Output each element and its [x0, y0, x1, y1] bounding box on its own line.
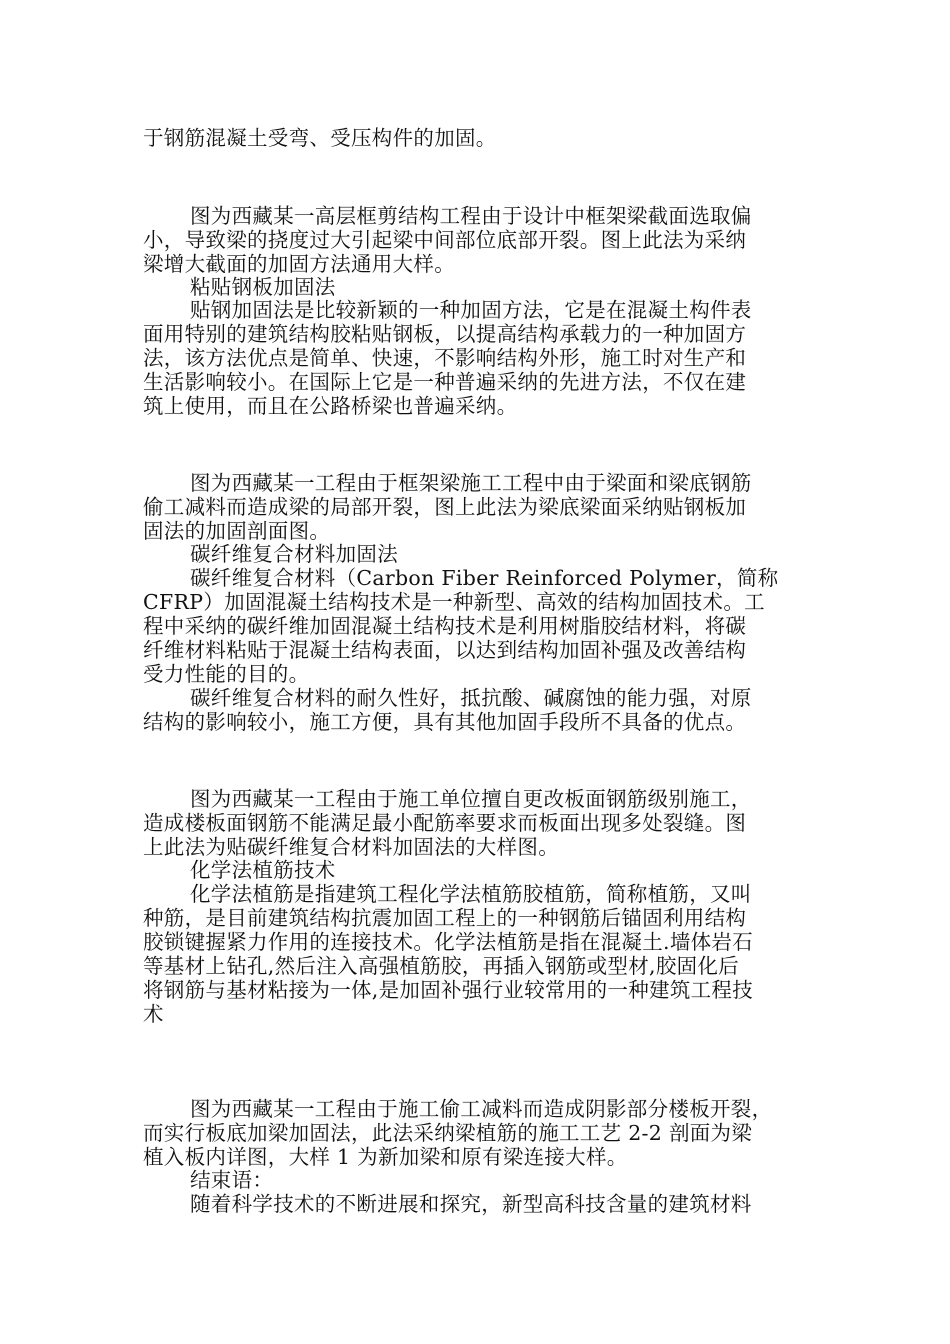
text-line: 上此法为贴碳纤维复合材料加固法的大样图。	[143, 835, 559, 859]
text-line: 于钢筋混凝土受弯、受压构件的加固。	[143, 126, 497, 150]
text-line: 植入板内详图，大样 1 为新加梁和原有梁连接大样。	[143, 1145, 628, 1169]
text-line: 造成楼板面钢筋不能满足最小配筋率要求而板面出现多处裂缝。图	[143, 811, 747, 835]
text-line: 面用特别的建筑结构胶粘贴钢板，以提高结构承载力的一种加固方	[143, 322, 747, 346]
text-line: 随着科学技术的不断进展和探究，新型高科技含量的建筑材料	[190, 1192, 752, 1216]
text-line: 筑上使用，而且在公路桥梁也普遍采纳。	[143, 394, 518, 418]
text-line: 图为西藏某一工程由于施工偷工减料而造成阴影部分楼板开裂，	[190, 1097, 773, 1121]
text-line: 梁增大截面的加固方法通用大样。	[143, 252, 455, 276]
text-line: 图为西藏某一工程由于框架梁施工工程中由于梁面和梁底钢筋	[190, 471, 752, 495]
text-line: 结构的影响较小，施工方便，具有其他加固手段所不具备的优点。	[143, 710, 747, 734]
section-heading: 化学法植筋技术	[190, 858, 336, 882]
text-line: 碳纤维复合材料的耐久性好，抵抗酸、碱腐蚀的能力强，对原	[190, 686, 752, 710]
text-line: 而实行板底加梁加固法，此法采纳梁植筋的施工工艺 2-2 剖面为梁	[143, 1121, 753, 1145]
text-line: 生活影响较小。在国际上它是一种普遍采纳的先进方法，不仅在建	[143, 370, 747, 394]
text-line: 图为西藏某一高层框剪结构工程由于设计中框架梁截面选取偏	[190, 204, 752, 228]
text-line: 碳纤维复合材料（Carbon Fiber Reinforced Polymer，简称	[190, 566, 779, 590]
text-line: 化学法植筋是指建筑工程化学法植筋胶植筋，简称植筋，又叫	[190, 882, 752, 906]
text-line: CFRP）加固混凝土结构技术是一种新型、高效的结构加固技术。工	[143, 590, 765, 614]
text-line: 胶锁键握紧力作用的连接技术。化学法植筋是指在混凝土.墙体岩石	[143, 930, 754, 954]
text-line: 固法的加固剖面图。	[143, 519, 331, 543]
section-heading: 粘贴钢板加固法	[190, 275, 336, 299]
text-line: 小，导致梁的挠度过大引起梁中间部位底部开裂。图上此法为采纳	[143, 228, 747, 252]
section-heading: 结束语：	[190, 1168, 274, 1192]
text-line: 贴钢加固法是比较新颖的一种加固方法，它是在混凝土构件表	[190, 298, 752, 322]
text-line: 术	[143, 1002, 164, 1026]
text-line: 法，该方法优点是简单、快速，不影响结构外形，施工时对生产和	[143, 346, 747, 370]
text-line: 等基材上钻孔,然后注入高强植筋胶，再插入钢筋或型材,胶固化后	[143, 954, 740, 978]
text-line: 将钢筋与基材粘接为一体,是加固补强行业较常用的一种建筑工程技	[143, 978, 754, 1002]
text-line: 图为西藏某一工程由于施工单位擅自更改板面钢筋级别施工，	[190, 787, 752, 811]
text-line: 程中采纳的碳纤维加固混凝土结构技术是利用树脂胶结材料，将碳	[143, 614, 747, 638]
text-line: 种筋，是目前建筑结构抗震加固工程上的一种钢筋后锚固利用结构	[143, 906, 747, 930]
text-line: 受力性能的目的。	[143, 662, 310, 686]
text-line: 纤维材料粘贴于混凝土结构表面，以达到结构加固补强及改善结构	[143, 638, 747, 662]
section-heading: 碳纤维复合材料加固法	[190, 542, 398, 566]
text-line: 偷工减料而造成梁的局部开裂，图上此法为梁底梁面采纳贴钢板加	[143, 495, 747, 519]
